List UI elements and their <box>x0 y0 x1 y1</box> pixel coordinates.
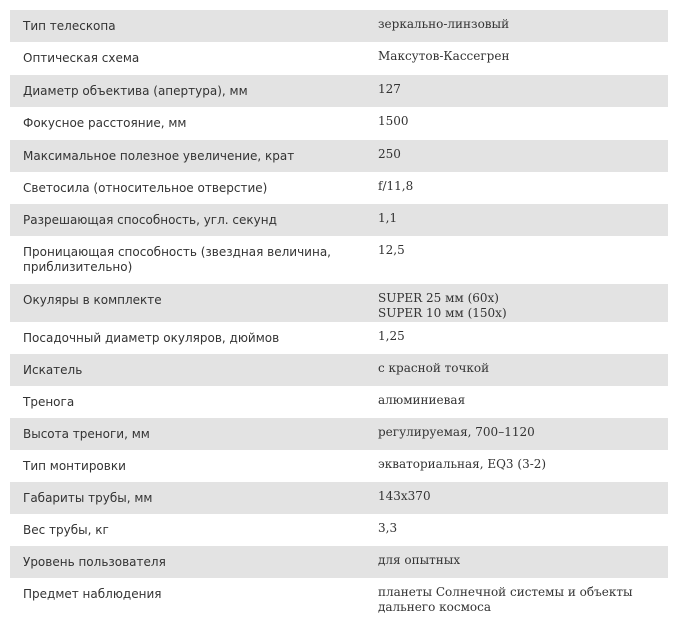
spec-value: зеркально-линзовый <box>365 10 668 42</box>
table-row <box>10 418 668 450</box>
table-row <box>10 204 668 236</box>
spec-value: планеты Солнечной системы и объекты дальнего космоса <box>365 578 668 616</box>
spec-label: Проницающая способность (звездная величина, приблизительно) <box>10 236 365 284</box>
spec-value: 3,3 <box>365 514 668 546</box>
table-row <box>10 284 668 322</box>
spec-label: Искатель <box>10 354 365 386</box>
spec-value-line: SUPER 25 мм (60х) <box>378 291 499 305</box>
spec-value: 250 <box>365 140 668 172</box>
spec-value <box>365 284 668 322</box>
spec-label: Предмет наблюдения <box>10 578 365 616</box>
spec-label: Тип телескопа <box>10 10 365 42</box>
spec-value: 1,1 <box>365 204 668 236</box>
spec-value: 127 <box>365 75 668 107</box>
spec-value-line: SUPER 10 мм (150х) <box>378 306 507 320</box>
table-row <box>10 450 668 482</box>
spec-label: Габариты трубы, мм <box>10 482 365 514</box>
spec-value: 12,5 <box>365 236 668 284</box>
table-row <box>10 107 668 140</box>
spec-value: 1500 <box>365 107 668 140</box>
spec-value: алюминиевая <box>365 386 668 418</box>
table-row <box>10 42 668 75</box>
table-row <box>10 386 668 418</box>
table-row <box>10 546 668 578</box>
spec-label: Максимальное полезное увеличение, крат <box>10 140 365 172</box>
spec-value: регулируемая, 700–1120 <box>365 418 668 450</box>
spec-value: 143х370 <box>365 482 668 514</box>
spec-value: с красной точкой <box>365 354 668 386</box>
spec-label: Окуляры в комплекте <box>10 284 365 322</box>
spec-label: Вес трубы, кг <box>10 514 365 546</box>
spec-label: Тренога <box>10 386 365 418</box>
table-row <box>10 578 668 616</box>
table-row <box>10 10 668 42</box>
spec-label: Высота треноги, мм <box>10 418 365 450</box>
spec-label: Посадочный диаметр окуляров, дюймов <box>10 322 365 354</box>
table-row <box>10 140 668 172</box>
table-row <box>10 75 668 107</box>
spec-table <box>10 10 668 616</box>
table-row <box>10 514 668 546</box>
spec-label: Диаметр объектива (апертура), мм <box>10 75 365 107</box>
spec-label: Фокусное расстояние, мм <box>10 107 365 140</box>
table-row <box>10 236 668 284</box>
spec-label: Разрешающая способность, угл. секунд <box>10 204 365 236</box>
table-row <box>10 322 668 354</box>
spec-label: Светосила (относительное отверстие) <box>10 172 365 204</box>
table-row <box>10 172 668 204</box>
spec-value: экваториальная, EQ3 (3-2) <box>365 450 668 482</box>
table-row <box>10 482 668 514</box>
spec-value: Максутов-Кассегрен <box>365 42 668 75</box>
spec-value: 1,25 <box>365 322 668 354</box>
table-row <box>10 354 668 386</box>
spec-value: f/11,8 <box>365 172 668 204</box>
spec-label: Оптическая схема <box>10 42 365 75</box>
spec-label: Тип монтировки <box>10 450 365 482</box>
spec-value: для опытных <box>365 546 668 578</box>
spec-label: Уровень пользователя <box>10 546 365 578</box>
